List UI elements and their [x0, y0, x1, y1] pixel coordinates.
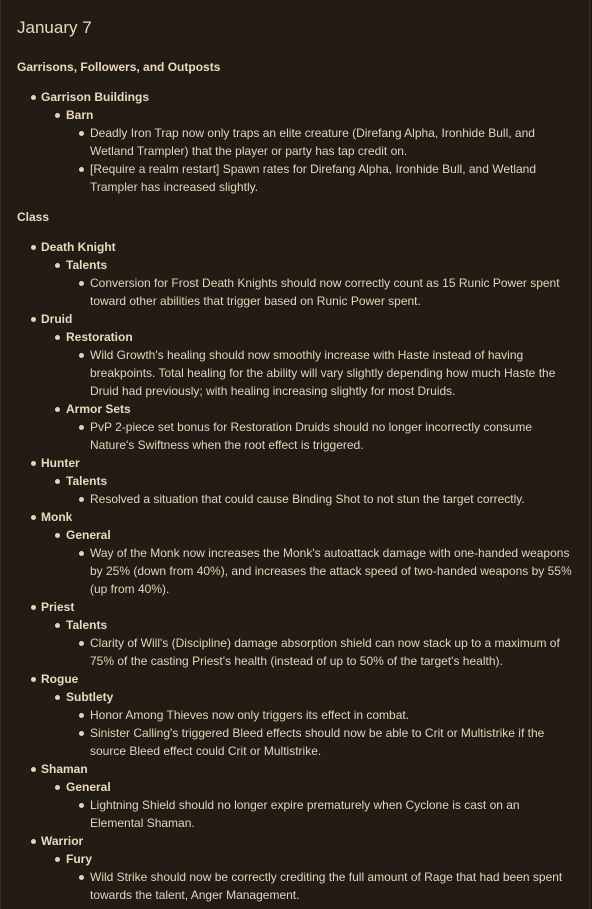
group-title: Rogue [41, 672, 79, 686]
group-title: Garrison Buildings [41, 90, 150, 104]
note-text: Sinister Calling's triggered Bleed effects should now be able to Crit or Multistrike if the source Bleed effect could Crit or Multistrike. [90, 726, 545, 758]
subgroup-title: Restoration [66, 330, 133, 344]
bullet-icon [79, 551, 84, 556]
page-title: January 7 [17, 18, 92, 37]
bullet-icon [79, 353, 84, 358]
group-title: Druid [41, 312, 73, 326]
bullet-icon [79, 281, 84, 286]
subgroup-title: General [66, 780, 111, 794]
note-text: Clarity of Will's (Discipline) damage absorption shield can now stack up to a maximum of 75% of the casting Priest's health (instead of up to 50% of the target's health). [90, 636, 560, 668]
bullet-icon [55, 407, 60, 412]
bullet-icon [31, 317, 36, 322]
bullet-icon [79, 425, 84, 430]
subgroup-title: Talents [66, 474, 108, 488]
bullet-icon [55, 335, 60, 340]
group-title: Priest [41, 600, 75, 614]
section-title: Garrisons, Followers, and Outposts [17, 60, 221, 74]
note-text: Wild Strike should now be correctly crediting the full amount of Rage that had been spent towards the talent, Anger Management. [90, 870, 563, 902]
note-text: Lightning Shield should no longer expire prematurely when Cyclone is cast on an Elemental Shaman. [90, 798, 520, 830]
bullet-icon [79, 497, 84, 502]
note-text: PvP 2-piece set bonus for Restoration Druids should no longer incorrectly consume Nature's Swiftness when the root effect is triggered. [90, 420, 533, 452]
note-text: Conversion for Frost Death Knights should now correctly count as 15 Runic Power spent toward other abilities that trigger based on Runic Power spent. [90, 276, 560, 308]
subgroup-title: Armor Sets [66, 402, 131, 416]
note-text: Resolved a situation that could cause Binding Shot to not stun the target correctly. [90, 492, 525, 506]
bullet-icon [55, 113, 60, 118]
bullet-icon [31, 245, 36, 250]
group-title: Hunter [41, 456, 80, 470]
bullet-icon [55, 533, 60, 538]
bullet-icon [31, 839, 36, 844]
bullet-icon [79, 713, 84, 718]
bullet-icon [55, 479, 60, 484]
bullet-icon [79, 803, 84, 808]
bullet-icon [31, 515, 36, 520]
bullet-icon [55, 263, 60, 268]
bullet-icon [79, 641, 84, 646]
bullet-icon [31, 605, 36, 610]
note-text: Way of the Monk now increases the Monk's autoattack damage with one-handed weapons by 25% (down from 40%), and increases the attack speed of two-handed weapons by 55% (up from 40%). [90, 546, 572, 596]
subgroup-title: Fury [66, 852, 93, 866]
bullet-icon [79, 167, 84, 172]
bullet-icon [79, 875, 84, 880]
group-title: Death Knight [41, 240, 116, 254]
group-title: Warrior [41, 834, 84, 848]
note-text: Honor Among Thieves now only triggers its effect in combat. [90, 708, 410, 722]
group-title: Shaman [41, 762, 88, 776]
bullet-icon [55, 623, 60, 628]
subgroup-title: Barn [66, 108, 94, 122]
bullet-icon [79, 731, 84, 736]
note-text: Wild Growth's healing should now smoothly increase with Haste instead of having breakpoints. Total healing for the ability will vary slightly depending how much Haste the Druid had previously; with healing increasing slightly for most Druids. [90, 348, 556, 398]
bullet-icon [31, 461, 36, 466]
bullet-icon [31, 677, 36, 682]
note-text: Deadly Iron Trap now only traps an elite creature (Direfang Alpha, Ironhide Bull, and Wetland Trampler) that the player or party has tap credit on. [90, 126, 535, 158]
bullet-icon [31, 95, 36, 100]
group-title: Monk [41, 510, 73, 524]
subgroup-title: Subtlety [66, 690, 114, 704]
bullet-icon [55, 785, 60, 790]
note-text: [Require a realm restart] Spawn rates for Direfang Alpha, Ironhide Bull, and Wetland Trampler has increased slightly. [90, 162, 537, 194]
bullet-icon [31, 767, 36, 772]
bullet-icon [79, 131, 84, 136]
subgroup-title: Talents [66, 618, 108, 632]
bullet-icon [55, 857, 60, 862]
bullet-icon [55, 695, 60, 700]
section-title: Class [17, 210, 50, 224]
subgroup-title: General [66, 528, 111, 542]
subgroup-title: Talents [66, 258, 108, 272]
